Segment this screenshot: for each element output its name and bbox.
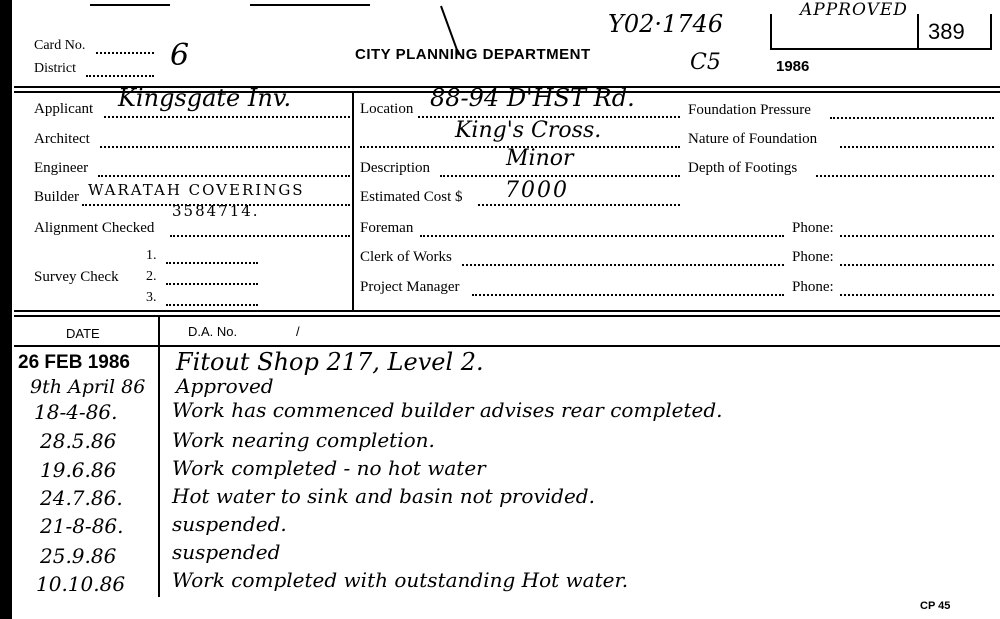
estimated-cost-value: 7000 xyxy=(505,178,569,203)
box-divider xyxy=(917,14,919,48)
foreman-label: Foreman xyxy=(360,220,414,236)
log-text: Work completed - no hot water xyxy=(172,456,486,480)
engineer-label: Engineer xyxy=(34,160,89,176)
code-value: C5 xyxy=(690,50,721,75)
applicant-line xyxy=(104,116,350,118)
log-text: suspended xyxy=(172,540,281,564)
foreman-phone-label: Phone: xyxy=(792,220,834,236)
survey-3-label: 3. xyxy=(146,290,157,305)
log-date: 18-4-86. xyxy=(34,400,118,424)
log-date: 21-8-86. xyxy=(40,514,124,538)
log-date: 25.9.86 xyxy=(40,544,117,568)
card-number-box xyxy=(770,14,992,50)
nature-foundation-line xyxy=(840,146,994,148)
clerk-phone-label: Phone: xyxy=(792,249,834,265)
card-no-label: Card No. xyxy=(34,38,86,53)
log-date: 10.10.86 xyxy=(36,572,126,596)
location-value: 88-94 D'HST Rd. xyxy=(430,84,635,112)
log-text: Fitout Shop 217, Level 2. xyxy=(176,348,484,376)
architect-label: Architect xyxy=(34,131,90,147)
district-value: 6 xyxy=(170,38,190,73)
project-manager-label: Project Manager xyxy=(360,279,460,295)
date-column-header: DATE xyxy=(66,326,100,341)
foreman-line xyxy=(420,235,784,237)
description-value: Minor xyxy=(506,146,574,171)
log-text: Work nearing completion. xyxy=(172,428,435,452)
applicant-value: Kingsgate Inv. xyxy=(118,84,292,112)
survey-3-line xyxy=(166,304,258,306)
survey-2-label: 2. xyxy=(146,269,157,284)
alignment-label: Alignment Checked xyxy=(34,220,155,236)
foreman-phone-line xyxy=(840,235,994,237)
log-date: 26 FEB 1986 xyxy=(18,352,130,373)
card-no-line xyxy=(96,52,154,54)
architect-line xyxy=(100,146,350,148)
approved-stamp: APPROVED xyxy=(800,0,908,20)
nature-foundation-label: Nature of Foundation xyxy=(688,131,818,147)
log-rule xyxy=(14,315,1000,317)
log-text: Work has commenced builder advises rear completed. xyxy=(172,398,723,422)
survey-label: Survey Check xyxy=(34,269,119,285)
alignment-line xyxy=(170,235,350,237)
column-divider xyxy=(352,93,354,310)
form-code: CP 45 xyxy=(920,600,951,612)
log-text: Work completed with outstanding Hot water. xyxy=(172,568,629,592)
project-manager-line xyxy=(472,294,784,296)
file-reference: Y02·1746 xyxy=(608,10,724,38)
survey-1-label: 1. xyxy=(146,248,157,263)
edge-mark xyxy=(90,4,170,6)
clerk-label: Clerk of Works xyxy=(360,249,452,265)
log-date: 19.6.86 xyxy=(40,458,117,482)
survey-2-line xyxy=(166,283,258,285)
log-text: Approved xyxy=(176,374,274,398)
da-slash: / xyxy=(296,324,300,339)
log-date: 28.5.86 xyxy=(40,429,117,453)
log-date: 24.7.86. xyxy=(40,486,123,510)
builder-label: Builder xyxy=(34,189,79,205)
log-date: 9th April 86 xyxy=(30,376,146,398)
district-label: District xyxy=(34,61,76,76)
clerk-line xyxy=(462,264,784,266)
location-value-2: King's Cross. xyxy=(455,118,602,143)
foundation-pressure-line xyxy=(830,117,994,119)
estimated-cost-label: Estimated Cost $ xyxy=(360,189,463,205)
card-number: 389 xyxy=(928,19,965,44)
survey-1-line xyxy=(166,262,258,264)
clerk-phone-line xyxy=(840,264,994,266)
description-line xyxy=(440,175,680,177)
location-label: Location xyxy=(360,101,414,117)
year: 1986 xyxy=(776,58,810,75)
depth-footings-line xyxy=(816,175,994,177)
builder-value: WARATAH COVERINGS xyxy=(88,181,305,199)
applicant-label: Applicant xyxy=(34,101,94,117)
estimated-cost-line xyxy=(478,204,680,206)
foundation-pressure-label: Foundation Pressure xyxy=(688,102,811,118)
pm-phone-label: Phone: xyxy=(792,279,834,295)
log-rule xyxy=(14,310,1000,312)
depth-footings-label: Depth of Footings xyxy=(688,160,798,176)
left-edge-bar xyxy=(0,0,12,619)
log-text: Hot water to sink and basin not provided. xyxy=(172,484,595,508)
department-title: CITY PLANNING DEPARTMENT xyxy=(355,46,591,63)
date-column-divider xyxy=(158,317,160,597)
da-number-header: D.A. No. xyxy=(188,324,238,339)
engineer-line xyxy=(98,175,350,177)
log-header-rule xyxy=(14,345,1000,347)
builder-phone: 3584714. xyxy=(172,202,260,220)
district-line xyxy=(86,75,154,77)
edge-mark xyxy=(250,4,370,6)
pm-phone-line xyxy=(840,294,994,296)
description-label: Description xyxy=(360,160,430,176)
log-text: suspended. xyxy=(172,512,287,536)
